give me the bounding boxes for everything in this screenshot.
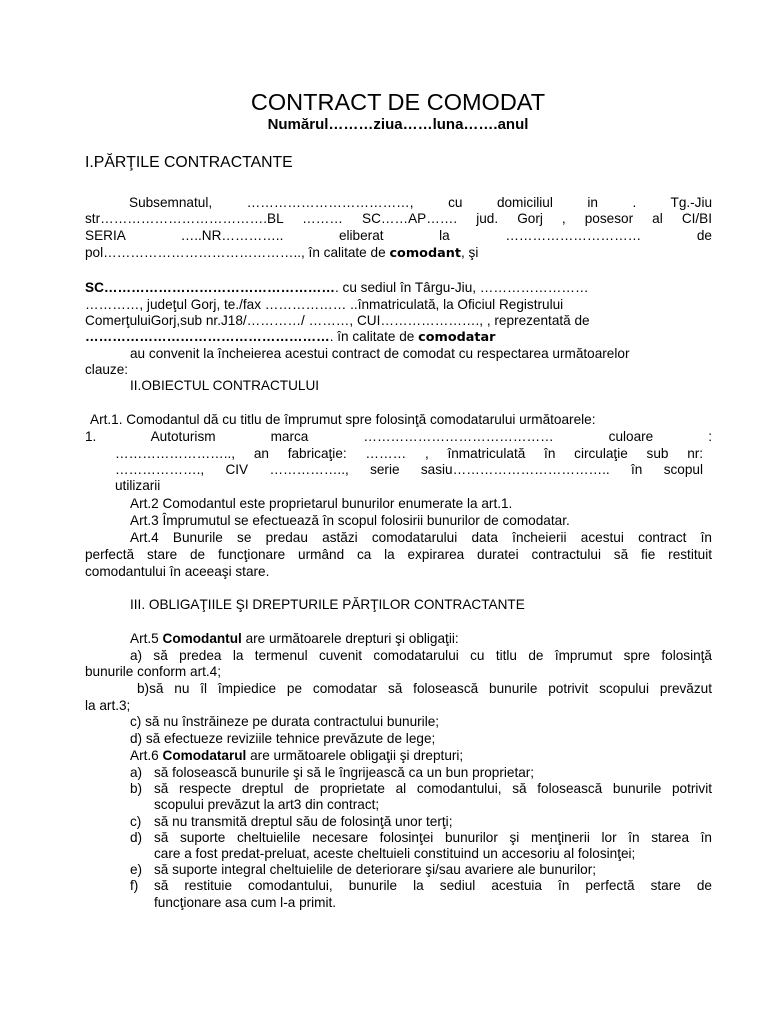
text-segment: Subsemnatul, <box>129 195 213 210</box>
text-segment: posesor <box>584 211 634 226</box>
list-marker: c) <box>130 813 142 829</box>
list-item-line: care a fost predat-preluat, aceste cheltuieli constituind un accesoriu al folosinţei; <box>154 846 636 862</box>
section-3-heading: III. OBLIGAŢIILE ŞI DREPTURILE PĂRŢILOR CONTRACTANTE <box>130 597 525 612</box>
art4-line-3: comodantului în aceeaşi stare. <box>85 564 270 579</box>
text-segment: de <box>696 228 712 243</box>
blank-field: ………………………… <box>505 228 642 243</box>
list-marker: a) <box>130 765 143 780</box>
blank-field: …..NR………….. <box>180 228 284 243</box>
text-segment: , <box>424 446 429 461</box>
company-blank: SC…………………………………………… <box>85 280 335 295</box>
text-segment: SERIA <box>85 228 126 243</box>
blank-field: ………………., <box>115 462 205 477</box>
text-segment: : <box>708 429 713 444</box>
text-segment: an <box>253 446 269 461</box>
list-item-line: să restituie comodantului, bunurile la sediul acestuia în perfectă stare de <box>154 878 712 894</box>
text-segment: scopul <box>663 462 703 477</box>
text-segment: cu <box>448 195 463 210</box>
comodatarul-term: Comodatarul <box>162 748 247 763</box>
text-segment: . <box>632 195 637 210</box>
blank-field: ……… <box>365 446 407 461</box>
text-segment: în <box>631 462 643 477</box>
art5-a-line-1: a) să predea la termenul cuvenit comodatarului cu titlu de împrumut spre folosinţă <box>130 648 712 663</box>
comodatar-line-3: ComerţuluiGorj,sub nr.J18/…………/ ………, CUI…………………., , reprezentată de <box>85 313 590 328</box>
text-segment: in <box>587 195 598 210</box>
text-segment: nr: <box>687 446 704 461</box>
blank-field: …………………….., <box>115 446 236 461</box>
item1-line-4: utilizarii <box>115 478 161 493</box>
list-item <box>130 862 712 878</box>
list-marker: b) <box>130 781 143 797</box>
comodatar-line-6: clauze: <box>85 362 129 377</box>
list-marker: e) <box>130 862 143 878</box>
list-item-line: funcţionare asa cum l-a primit. <box>154 894 337 910</box>
art5-b-line-2: la art.3; <box>85 698 131 713</box>
item1-line-3 <box>115 462 703 478</box>
blank-field: …………………………………… <box>363 429 554 444</box>
text-segment: pol…………………………………….., în calitate de <box>85 245 386 260</box>
comodatar-line-2: …………, judeţul Gorj, te./fax ……………… ..înmatriculată, la Oficiul Registrului <box>85 297 564 312</box>
list-item-line: să suporte cheltuielile necesare folosinţei bunurilor şi menţinerii lor în starea în <box>154 829 712 845</box>
item1-line-1 <box>85 429 712 445</box>
text-segment: la <box>439 228 450 243</box>
comodatar-line-1 <box>85 280 589 296</box>
contract-number-line: Numărul………ziua……luna…….anul <box>267 116 529 133</box>
list-item-line: să respecte dreptul de proprietate al comodantului, să folosească bunurile potrivit <box>154 781 712 797</box>
list-item-line: să suporte integral cheltuielile de deteriorare şi/sau avariere ale bunurilor; <box>154 862 597 878</box>
text-segment: eliberat <box>338 228 384 243</box>
text-segment: . cu sediul în Târgu-Jiu, …………………… <box>334 280 589 295</box>
comodant-line-2 <box>85 211 712 227</box>
text-segment: în <box>544 446 556 461</box>
representative-blank: ……………………………………………… <box>85 329 330 344</box>
text-segment: circulaţie <box>574 446 628 461</box>
text-segment: are următoarele drepturi şi obligaţii: <box>245 631 459 646</box>
section-1-heading: I.PĂRŢILE CONTRACTANTE <box>85 154 293 171</box>
art5-title <box>130 631 459 647</box>
text-segment: sub <box>646 446 669 461</box>
text-segment: fabricaţie: <box>287 446 347 461</box>
item1-line-2 <box>115 446 703 462</box>
list-item <box>130 878 712 910</box>
text-segment: Tg.-Jiu <box>670 195 713 210</box>
art4-line-2: perfectă stare de funcţionare urmând ca la expirarea duratei contractului să fie restituit <box>85 547 712 562</box>
art4-line-1: Art.4 Bunurile se predau astăzi comodatarului data încheierii acestui contract în <box>130 530 712 545</box>
list-item <box>130 781 712 813</box>
blank-field: SC……AP……. <box>362 211 458 226</box>
blank-field: ………………………………, <box>246 195 414 210</box>
text-segment: , <box>561 211 566 226</box>
blank-field: …………….., serie sasiu…………………………….. <box>269 462 610 477</box>
art5-b-line-1: b)să nu îl împiedice pe comodatar să folosească bunurile potrivit scopului prevăzut <box>137 681 712 696</box>
contract-title: CONTRACT DE COMODAT <box>250 89 546 115</box>
comodatar-term: comodatar <box>418 330 496 345</box>
art2: Art.2 Comodantul este proprietarul bunurilor enumerate la art.1. <box>130 496 513 511</box>
art5-d: d) să efectueze reviziile tehnice prevăzute de lege; <box>130 731 436 746</box>
text-segment: CI/BI <box>681 211 713 226</box>
text-segment: , şi <box>460 245 479 260</box>
comodant-line-3 <box>85 228 712 244</box>
art5-a-line-2: bunurile conform art.4; <box>85 664 222 679</box>
text-segment: al <box>652 211 663 226</box>
comodantul-term: Comodantul <box>162 631 242 646</box>
blank-field: ……… <box>302 211 343 226</box>
text-segment: CIV <box>225 462 249 477</box>
list-item <box>130 765 712 781</box>
art6-list <box>130 765 712 911</box>
text-segment: culoare <box>608 429 654 444</box>
art1-intro: Art.1. Comodantul dă cu titlu de împrumut spre folosinţă comodatarului următoarele: <box>90 412 596 427</box>
text-segment: Gorj <box>517 211 543 226</box>
comodatar-line-4 <box>85 329 495 346</box>
list-item-line: să nu transmită dreptul său de folosinţă unor terţi; <box>154 813 453 829</box>
text-segment: are următoarele obligaţii şi drepturi; <box>250 748 464 763</box>
item-number: 1. <box>85 429 97 444</box>
section-2-heading: II.OBIECTUL CONTRACTULUI <box>130 378 320 393</box>
text-segment: . în calitate de <box>329 329 415 344</box>
text-segment: jud. <box>476 211 499 226</box>
text-segment: marca <box>270 429 309 444</box>
list-item <box>130 814 712 830</box>
text-segment: domiciliul <box>496 195 553 210</box>
art6-title <box>130 748 463 764</box>
list-marker: f) <box>130 878 139 894</box>
comodant-line-4 <box>85 245 478 262</box>
text-segment: înmatriculată <box>447 446 526 461</box>
blank-field: str……………………………….BL <box>85 211 284 226</box>
comodant-line-1 <box>85 195 712 211</box>
list-item-line: scopului prevăzut la art3 din contract; <box>154 797 380 813</box>
list-item <box>130 830 712 862</box>
comodatar-line-5: au convenit la încheierea acestui contract de comodat cu respectarea următoarelor <box>130 346 630 361</box>
text-segment: Art.5 <box>130 631 159 646</box>
text-segment: Autoturism <box>150 429 216 444</box>
list-marker: d) <box>130 829 143 845</box>
list-item-line: să folosească bunurile şi să le îngrijească ca un bun proprietar; <box>154 765 535 780</box>
text-segment: Art.6 <box>130 748 159 763</box>
comodant-term: comodant <box>389 246 461 261</box>
art3: Art.3 Împrumutul se efectuează în scopul folosirii bunurilor de comodatar. <box>130 513 570 528</box>
art5-c: c) să nu înstrăineze pe durata contractului bunurile; <box>130 714 440 729</box>
